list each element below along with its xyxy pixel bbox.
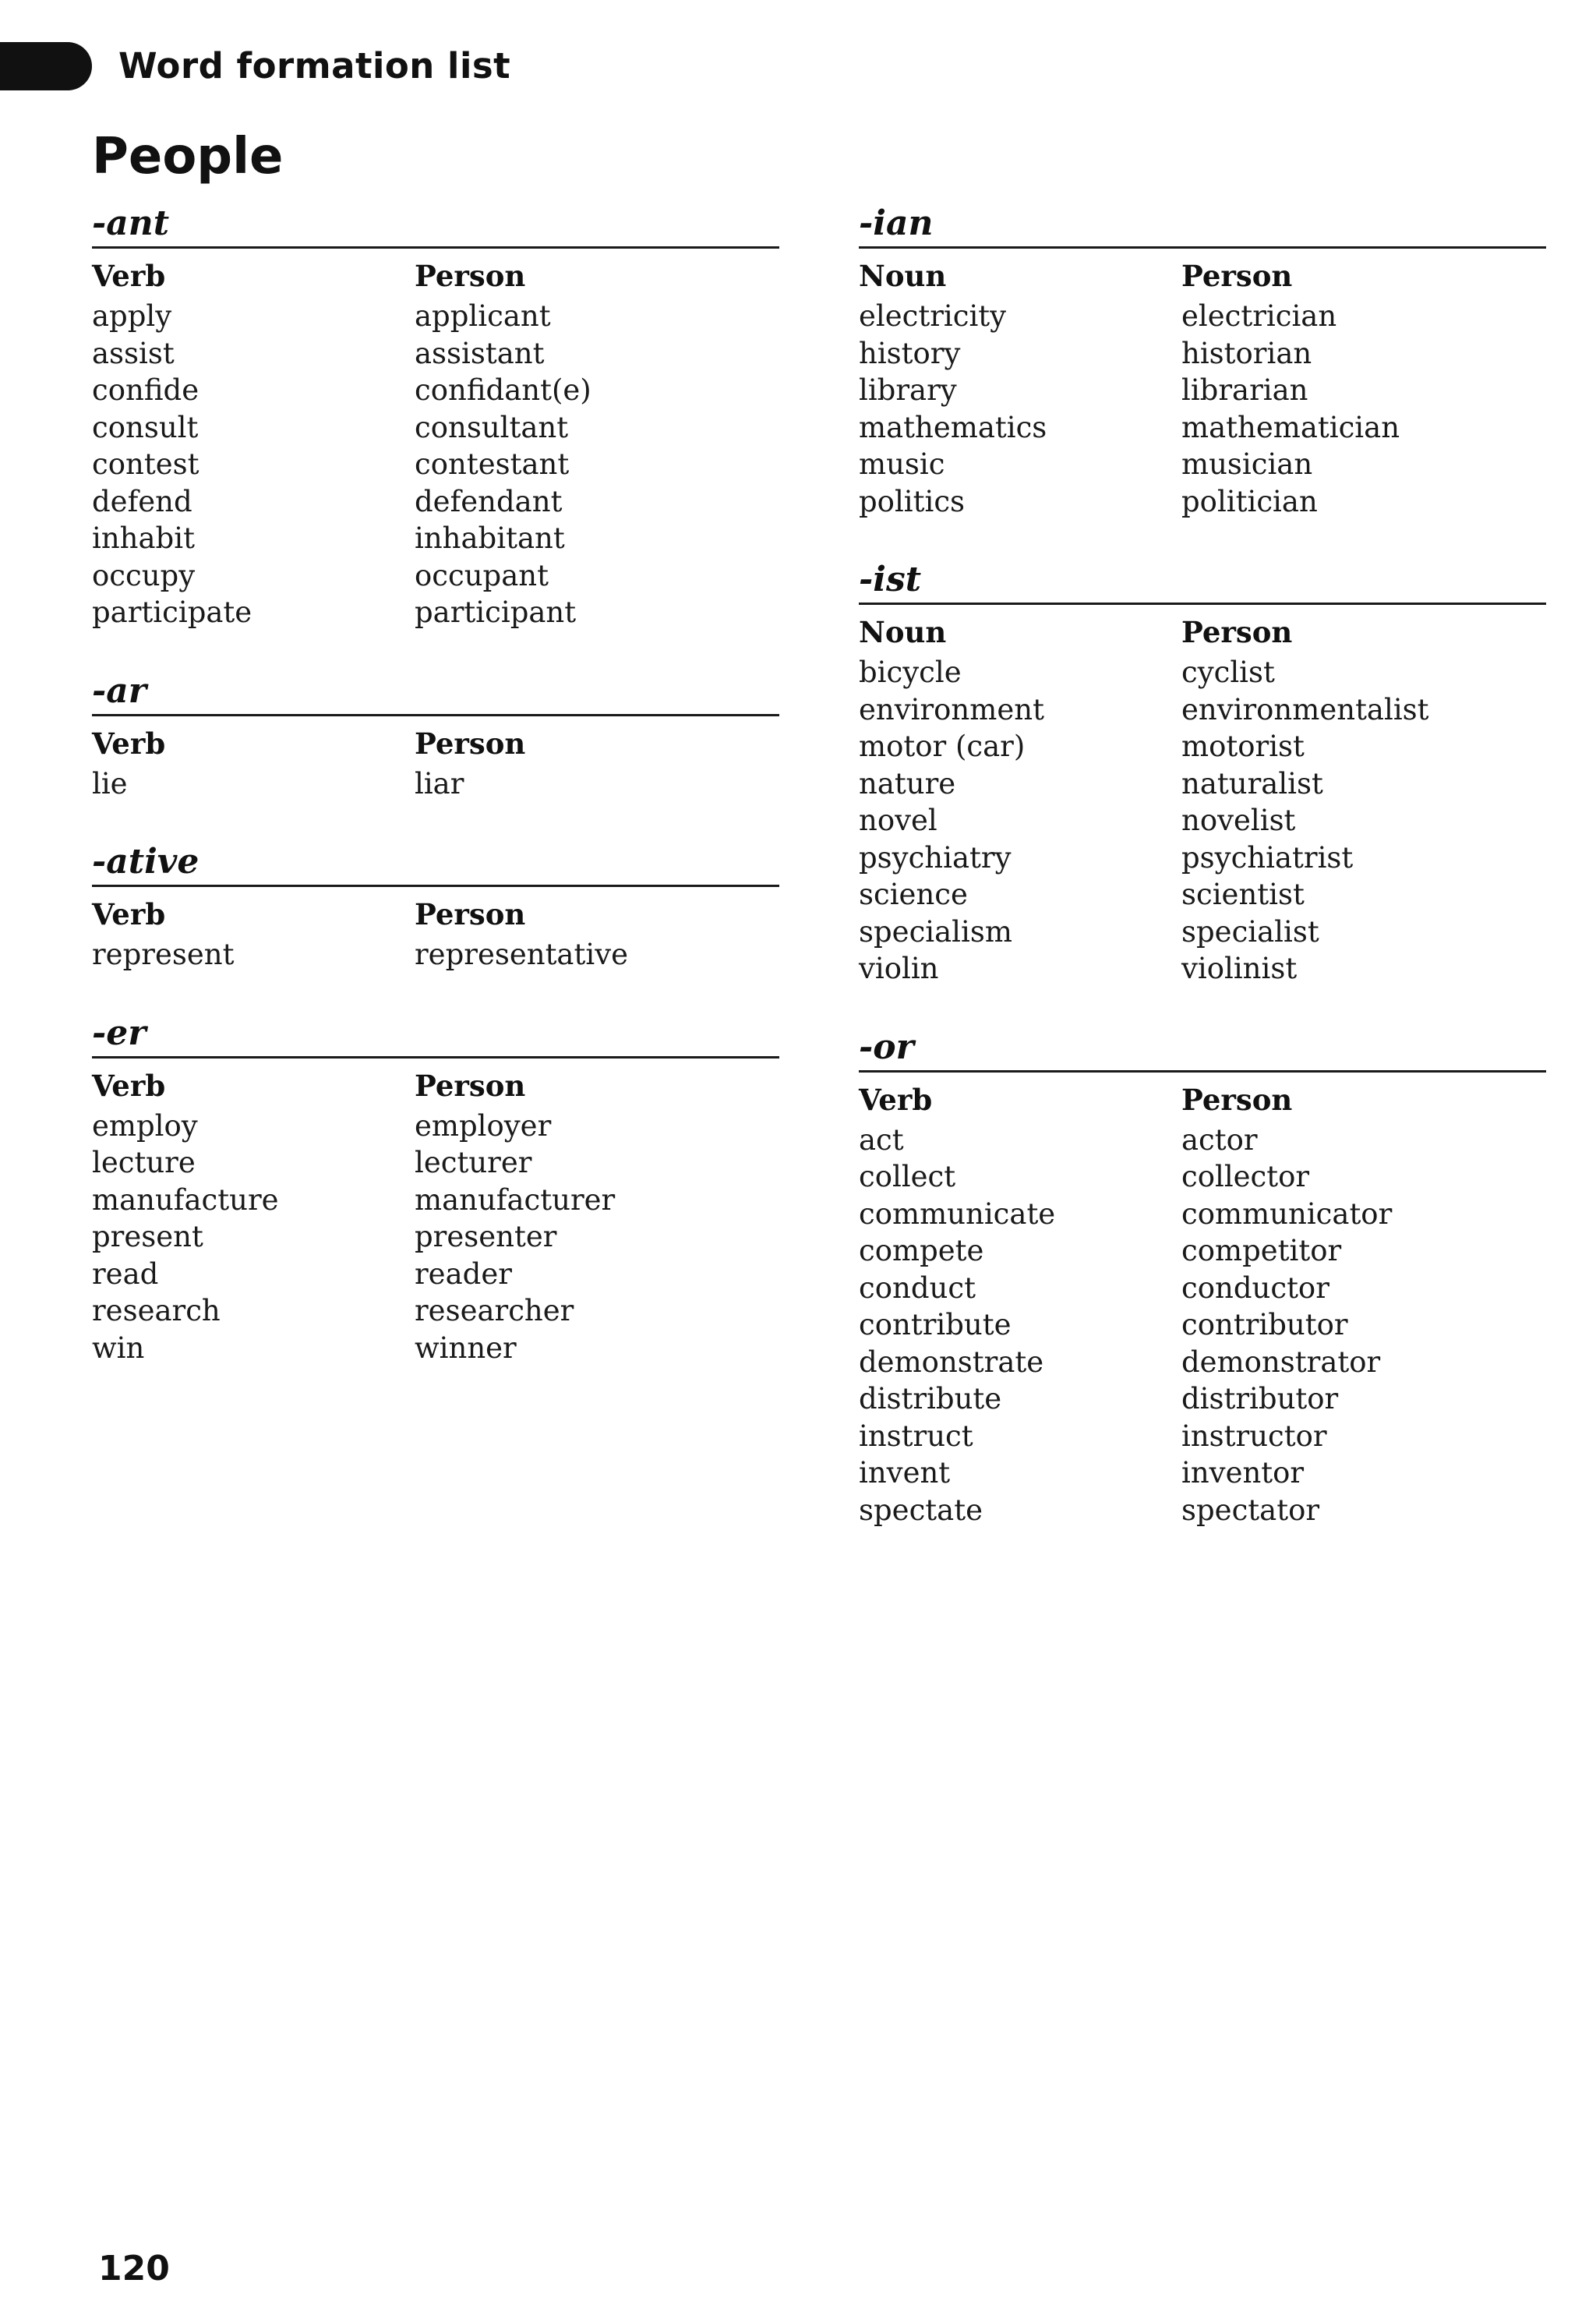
base-word: inhabit bbox=[92, 521, 195, 555]
suffix-heading: -ative bbox=[92, 842, 200, 882]
base-word: environment bbox=[859, 692, 1044, 726]
base-word: employ bbox=[92, 1108, 198, 1143]
base-word: instruct bbox=[859, 1419, 973, 1453]
word-table bbox=[92, 255, 779, 631]
person-word: collector bbox=[1181, 1160, 1310, 1193]
word-table bbox=[92, 723, 779, 803]
word-section bbox=[92, 839, 779, 974]
left-column bbox=[92, 201, 779, 1404]
person-word: contributor bbox=[1181, 1308, 1348, 1341]
person-word: politician bbox=[1181, 484, 1318, 518]
base-word: research bbox=[92, 1294, 221, 1327]
person-word: inhabitant bbox=[415, 521, 565, 555]
header-title: Word formation list bbox=[118, 45, 511, 87]
section-rule bbox=[859, 246, 1546, 249]
column-header: Person bbox=[415, 259, 526, 293]
person-word: representative bbox=[415, 938, 628, 971]
base-word: confide bbox=[92, 373, 200, 407]
person-word: consultant bbox=[415, 410, 569, 444]
word-section bbox=[92, 201, 779, 631]
column-header: Person bbox=[415, 897, 526, 931]
base-word: read bbox=[92, 1256, 159, 1291]
base-word: science bbox=[859, 878, 968, 911]
person-word: winner bbox=[415, 1331, 517, 1365]
suffix-heading: -ist bbox=[859, 560, 922, 599]
base-word: music bbox=[859, 447, 945, 481]
person-word: naturalist bbox=[1181, 766, 1323, 801]
base-word: specialism bbox=[859, 914, 1012, 949]
person-word: mathematician bbox=[1181, 410, 1400, 444]
person-word: contestant bbox=[415, 447, 570, 481]
section-rule bbox=[92, 885, 779, 887]
column-header: Noun bbox=[859, 615, 947, 649]
base-word: politics bbox=[859, 484, 966, 518]
column-header: Person bbox=[1181, 615, 1293, 649]
person-word: scientist bbox=[1181, 878, 1305, 911]
base-word: violin bbox=[859, 952, 939, 985]
base-word: participate bbox=[92, 596, 252, 629]
person-word: environmentalist bbox=[1181, 692, 1429, 726]
base-word: electricity bbox=[859, 299, 1007, 333]
word-section bbox=[859, 557, 1546, 988]
word-table bbox=[92, 893, 779, 974]
column-header: Verb bbox=[92, 726, 166, 761]
person-word: historian bbox=[1181, 336, 1312, 370]
base-word: invent bbox=[859, 1456, 951, 1490]
person-word: distributor bbox=[1181, 1382, 1339, 1415]
base-word: mathematics bbox=[859, 410, 1047, 444]
base-word: conduct bbox=[859, 1271, 976, 1305]
word-table bbox=[859, 1079, 1546, 1529]
section-rule bbox=[859, 1070, 1546, 1073]
person-word: cyclist bbox=[1181, 656, 1275, 689]
person-word: manufacturer bbox=[415, 1182, 616, 1217]
base-word: novel bbox=[859, 804, 937, 837]
suffix-heading: -ar bbox=[92, 670, 147, 711]
base-word: occupy bbox=[92, 558, 196, 592]
column-header: Person bbox=[1181, 1082, 1293, 1117]
person-word: assistant bbox=[415, 336, 545, 370]
person-word: demonstrator bbox=[1181, 1345, 1381, 1379]
base-word: lecture bbox=[92, 1146, 196, 1179]
person-word: competitor bbox=[1181, 1234, 1342, 1267]
word-table bbox=[859, 611, 1546, 988]
word-section bbox=[859, 201, 1546, 520]
column-header: Verb bbox=[92, 897, 166, 931]
base-word: apply bbox=[92, 299, 172, 333]
word-table bbox=[859, 255, 1546, 520]
column-header: Person bbox=[415, 726, 526, 761]
word-table bbox=[92, 1065, 779, 1367]
suffix-heading: -ian bbox=[859, 203, 934, 243]
suffix-heading: -er bbox=[92, 1013, 147, 1053]
base-word: lie bbox=[92, 766, 128, 801]
person-word: participant bbox=[415, 596, 577, 629]
base-word: consult bbox=[92, 410, 199, 444]
base-word: contribute bbox=[859, 1308, 1012, 1341]
person-word: employer bbox=[415, 1108, 552, 1143]
base-word: manufacture bbox=[92, 1182, 279, 1217]
person-word: electrician bbox=[1181, 299, 1337, 333]
section-rule bbox=[859, 603, 1546, 605]
base-word: history bbox=[859, 336, 961, 370]
person-word: specialist bbox=[1181, 914, 1319, 949]
person-word: psychiatrist bbox=[1181, 840, 1354, 875]
column-header: Noun bbox=[859, 259, 947, 293]
word-section bbox=[859, 1025, 1546, 1529]
column-header: Person bbox=[1181, 259, 1293, 293]
base-word: act bbox=[859, 1122, 904, 1157]
base-word: represent bbox=[92, 938, 235, 971]
column-header: Verb bbox=[92, 1068, 166, 1103]
suffix-heading: -or bbox=[859, 1027, 914, 1067]
base-word: nature bbox=[859, 766, 956, 801]
header-tab-marker bbox=[0, 42, 92, 90]
person-word: defendant bbox=[415, 484, 563, 518]
base-word: library bbox=[859, 373, 957, 407]
base-word: distribute bbox=[859, 1382, 1002, 1415]
person-word: lecturer bbox=[415, 1146, 532, 1179]
person-word: researcher bbox=[415, 1294, 574, 1327]
person-word: communicator bbox=[1181, 1196, 1393, 1231]
section-rule bbox=[92, 1056, 779, 1059]
base-word: psychiatry bbox=[859, 840, 1012, 875]
column-header: Verb bbox=[859, 1082, 933, 1117]
base-word: demonstrate bbox=[859, 1345, 1044, 1379]
base-word: communicate bbox=[859, 1196, 1056, 1231]
person-word: spectator bbox=[1181, 1493, 1320, 1527]
word-section bbox=[92, 669, 779, 803]
person-word: actor bbox=[1181, 1122, 1258, 1157]
base-word: assist bbox=[92, 336, 175, 370]
person-word: novelist bbox=[1181, 804, 1296, 837]
base-word: motor (car) bbox=[859, 730, 1026, 763]
person-word: instructor bbox=[1181, 1419, 1327, 1453]
person-word: conductor bbox=[1181, 1271, 1329, 1305]
person-word: violinist bbox=[1181, 952, 1298, 985]
base-word: win bbox=[92, 1331, 145, 1365]
person-word: musician bbox=[1181, 447, 1313, 481]
person-word: occupant bbox=[415, 558, 549, 592]
person-word: inventor bbox=[1181, 1456, 1305, 1490]
person-word: reader bbox=[415, 1256, 512, 1291]
word-section bbox=[92, 1011, 779, 1367]
base-word: present bbox=[92, 1220, 203, 1253]
suffix-heading: -ant bbox=[92, 203, 170, 243]
base-word: collect bbox=[859, 1160, 956, 1193]
person-word: confidant(e) bbox=[415, 373, 591, 407]
section-rule bbox=[92, 714, 779, 716]
base-word: compete bbox=[859, 1234, 984, 1267]
person-word: liar bbox=[415, 766, 464, 801]
person-word: librarian bbox=[1181, 373, 1308, 407]
base-word: bicycle bbox=[859, 656, 962, 689]
person-word: applicant bbox=[415, 299, 551, 333]
base-word: spectate bbox=[859, 1493, 983, 1527]
column-header: Verb bbox=[92, 259, 166, 293]
right-column bbox=[859, 201, 1546, 1566]
page-title: People bbox=[92, 128, 284, 186]
page-number: 120 bbox=[98, 2249, 170, 2288]
person-word: motorist bbox=[1181, 730, 1305, 763]
person-word: presenter bbox=[415, 1220, 557, 1253]
base-word: contest bbox=[92, 447, 200, 481]
base-word: defend bbox=[92, 484, 192, 518]
column-header: Person bbox=[415, 1068, 526, 1103]
section-rule bbox=[92, 246, 779, 249]
